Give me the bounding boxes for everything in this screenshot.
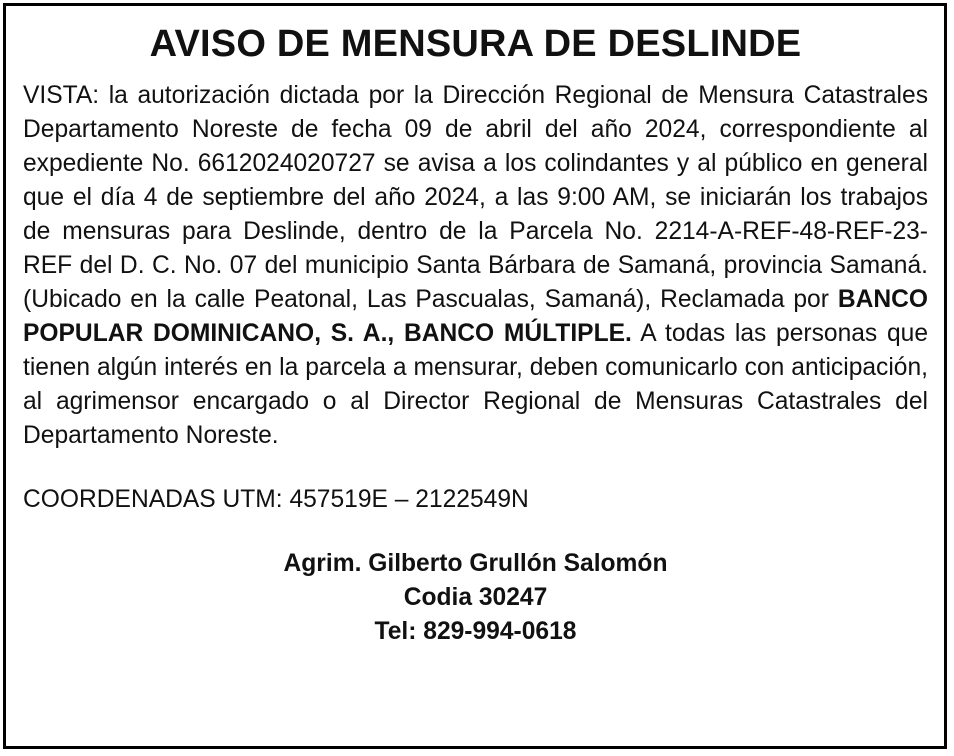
utm-coordinates: COORDENADAS UTM: 457519E – 2122549N bbox=[23, 486, 529, 513]
body-text-part2: A todas las personas que tienen algún interés en la parcela a mensurar, deben comunicarlo con anticipación, al agrimensor encargado o al Director Regional de Mensuras Catastrales del Departamento Noreste. bbox=[23, 320, 928, 449]
notice-body bbox=[23, 79, 928, 453]
claimant-name: BANCO POPULAR DOMINICANO, S. A., BANCO MÚLTIPLE. bbox=[23, 286, 928, 347]
phone-number: Tel: 829-994-0618 bbox=[374, 618, 577, 645]
notice-title: AVISO DE MENSURA DE DESLINDE bbox=[149, 23, 802, 65]
signature-block bbox=[23, 547, 928, 649]
body-text-part1: VISTA: la autorización dictada por la Dirección Regional de Mensura Catastrales Departamento Noreste de fecha 09 de abril del año 2024, correspondiente al expediente No. 6612024020727 se avisa a los colindantes y al público en general que el día 4 de septiembre del año 2024, a las 9:00 AM, se iniciarán los trabajos de mensuras para Deslinde, dentro de la Parcela No. 2214-A-REF-48-REF-23-REF del D. C. No. 07 del municipio Santa Bárbara de Samaná, provincia Samaná. (Ubicado en la calle Peatonal, Las Pascualas, Samaná), Reclamada por bbox=[23, 82, 928, 313]
notice-box bbox=[3, 3, 947, 749]
surveyor-name: Agrim. Gilberto Grullón Salomón bbox=[283, 550, 668, 577]
codia-number: Codia 30247 bbox=[403, 584, 548, 611]
